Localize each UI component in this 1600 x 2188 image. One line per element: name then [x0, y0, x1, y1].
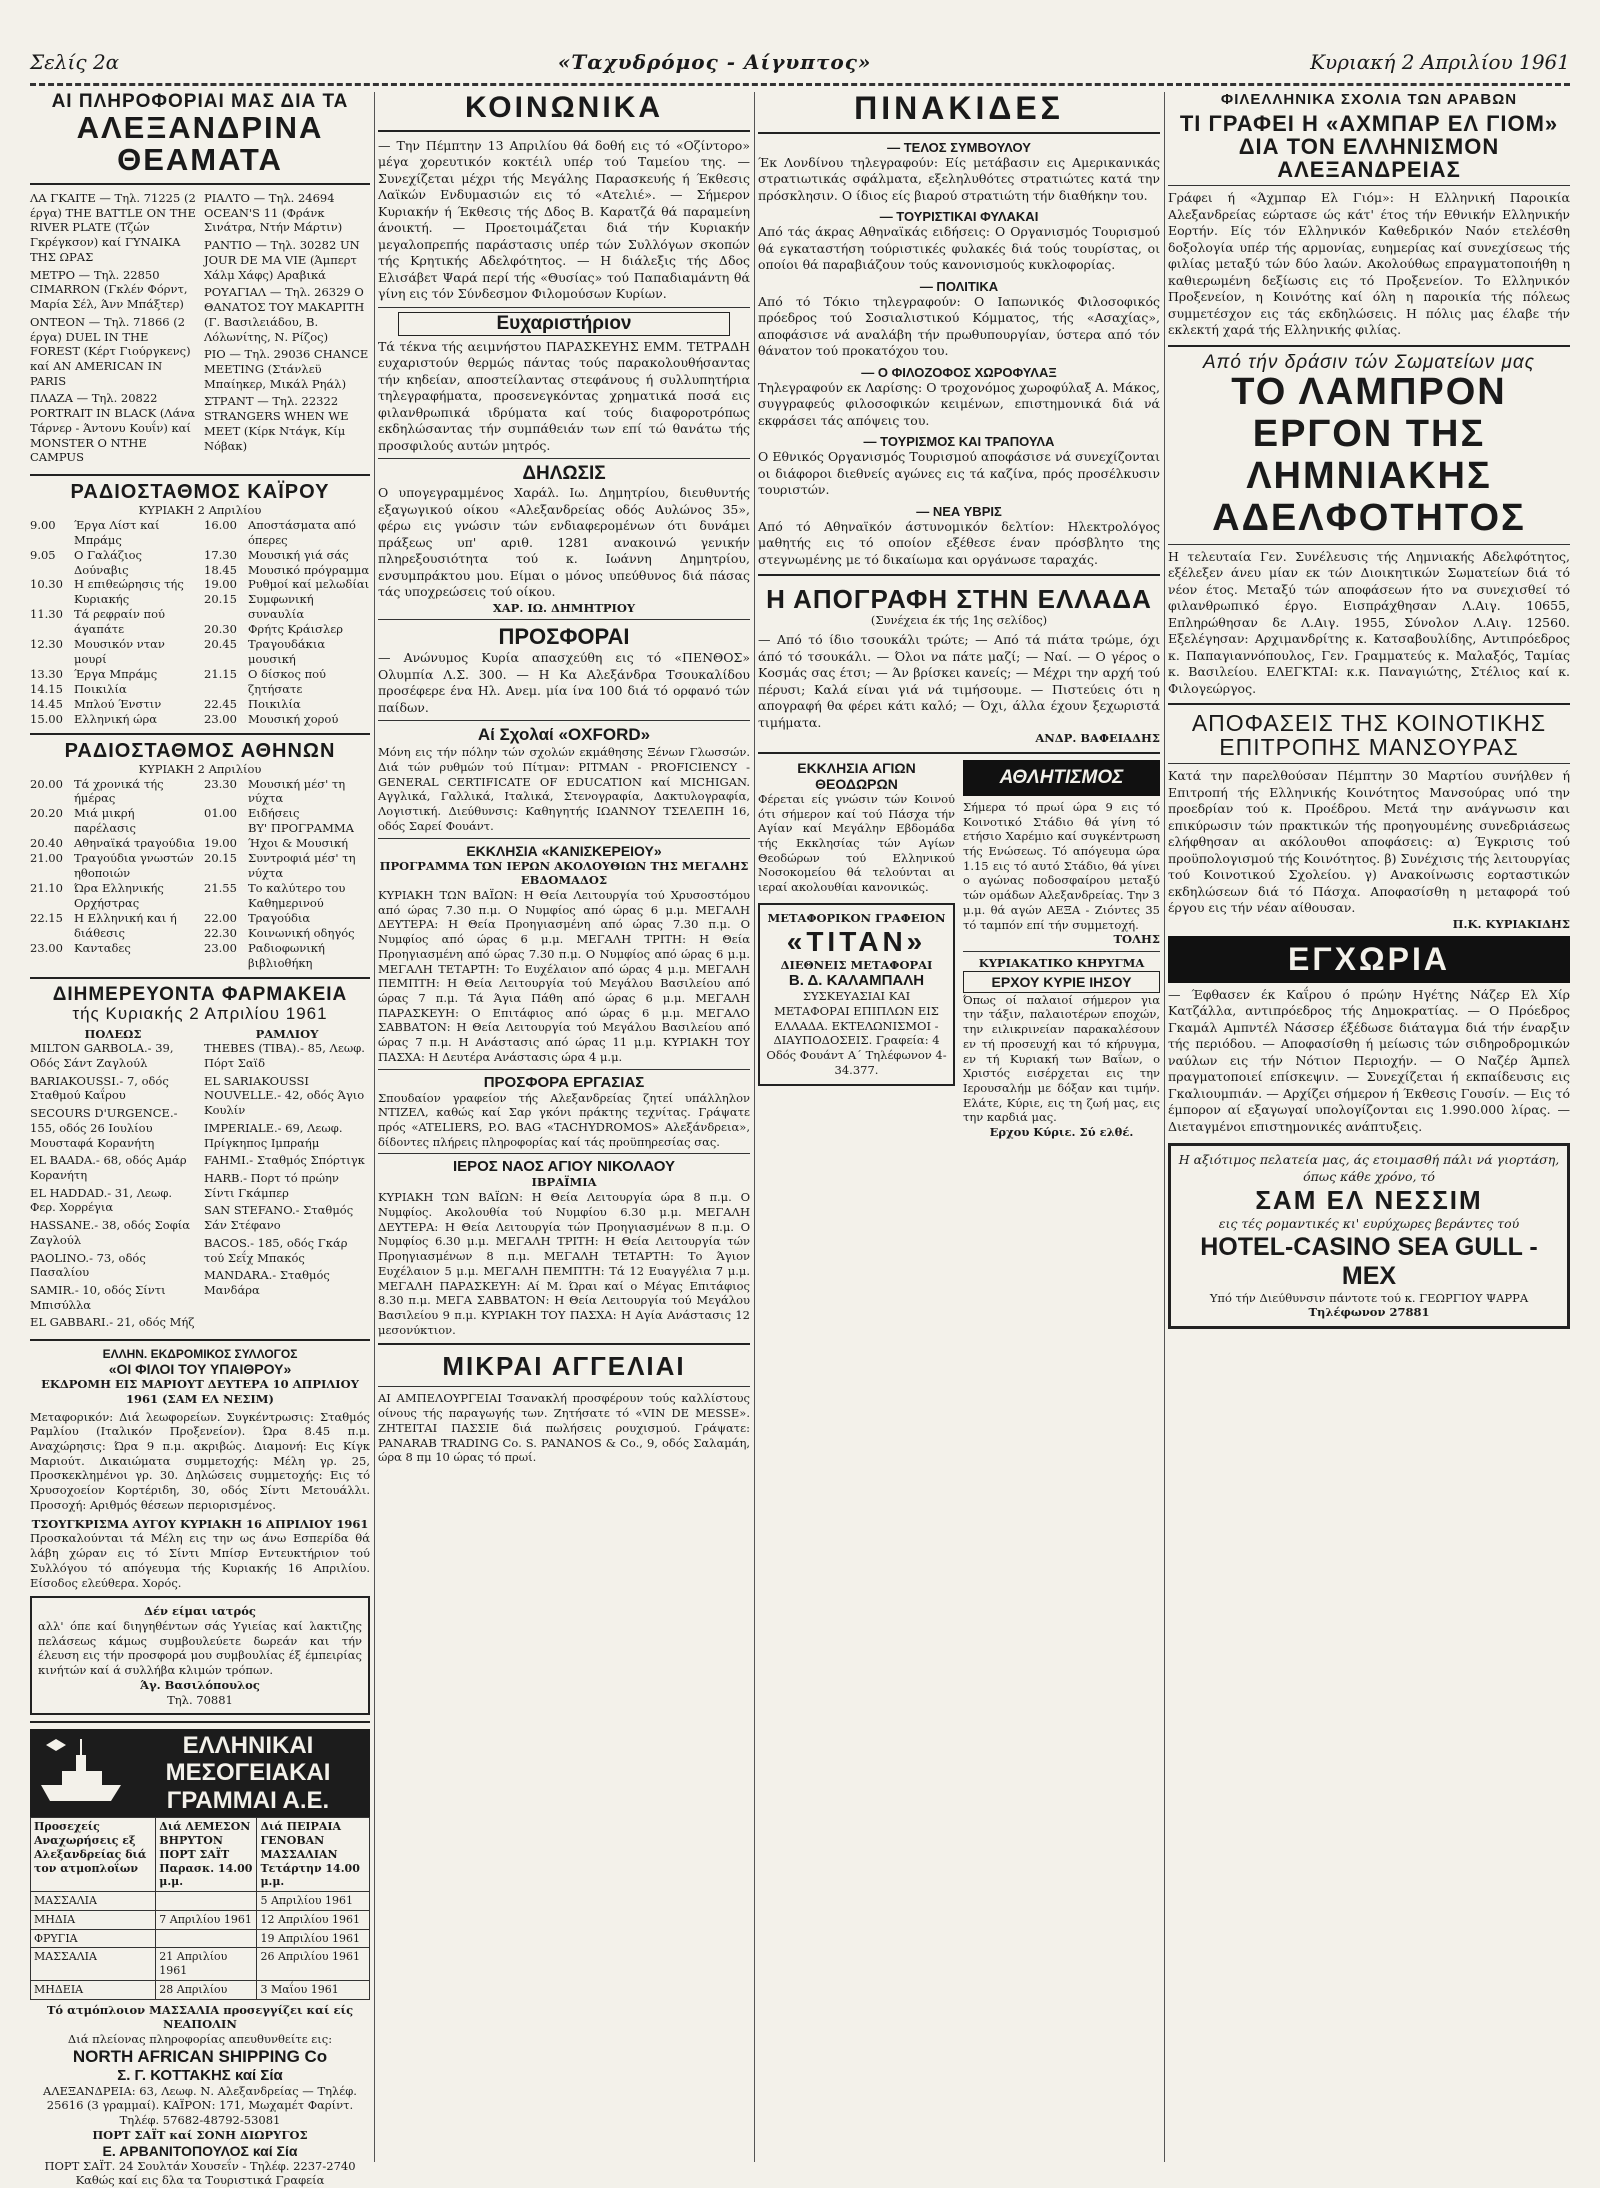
- transport-owner: Β. Δ. ΚΑΛΑΜΠΑΛΗ: [788, 972, 925, 990]
- pharmacy-subtitle: τής Κυριακής 2 Απριλίου 1961: [72, 1003, 328, 1023]
- schedule-time: 22.30: [204, 925, 237, 940]
- cinema-listings: [30, 191, 370, 468]
- cinema-listing: ΣΤΡΑΝΤ — Τηλ. 22322 STRANGERS WHEN WE MEET (Κίρκ Ντάγκ, Κίμ Νόβακ): [204, 394, 349, 453]
- column-2: [378, 92, 750, 2162]
- schedule-time: 9.05: [30, 547, 56, 562]
- notice-sign: ΧΑΡ. ΙΩ. ΔΗΜΗΤΡΙΟΥ: [492, 600, 636, 615]
- pharmacy-entry: SAMIR.- 10, οδός Σίντι Μπισύλλα: [30, 1283, 166, 1312]
- timetable-row: [31, 1910, 370, 1929]
- hotel-intro: Η αξιότιμος πελατεία μας, άς ετοιμασθή πάλι νά γιορτάση, όπως κάθε χρόνο, τό: [1178, 1152, 1560, 1184]
- schedule-row: [30, 941, 196, 956]
- schedule-item: Μουσική γιά σάς: [248, 547, 349, 562]
- agent2-name: Ε. ΑΡΒΑΝΙΤΟΠΟΥΛΟΣ καί Σία: [102, 2142, 298, 2159]
- schedule-row: [30, 518, 196, 548]
- note-item: [758, 365, 1160, 430]
- schedule-time: [204, 821, 248, 836]
- church-programme: ΠΡΟΓΡΑΜΜΑ ΤΩΝ ΙΕΡΩΝ ΑΚΟΛΟΥΘΙΩΝ ΤΗΣ ΜΕΓΑΛΗΣ ΕΒΔΟΜΑΔΟΣ: [379, 858, 749, 888]
- schedule-item: Αποστάσματα από όπερες: [248, 517, 356, 547]
- schedule-row: [30, 667, 196, 682]
- timetable-cell: 3 Μαΐου 1961: [257, 1980, 370, 1999]
- schedule-time: 22.15: [30, 910, 63, 925]
- radio-cairo-title: ΡΑΔΙΟΣΤΑΘΜΟΣ ΚΑΪΡΟΥ: [70, 480, 330, 503]
- masthead: [30, 40, 1570, 86]
- schedule-row: [204, 777, 370, 807]
- society-and-church: [30, 1347, 370, 1715]
- church-title: ΕΚΚΛΗΣΙΑ «ΚΑΝΙΣΚΕΡΕΙΟΥ»: [466, 842, 662, 859]
- notes-title: ΠΙΝΑΚΙΔΕΣ: [854, 90, 1064, 126]
- pharmacy-entry: MILTON GARBOLA.- 39, Οδός Σάντ Ζαγλούλ: [30, 1041, 174, 1070]
- doctor-phone: Τηλ. 70881: [167, 1692, 233, 1707]
- schedule-item: Μουσική χορού: [248, 711, 339, 726]
- schedule-row: [30, 851, 196, 881]
- pharmacy-left-head: ΠΟΛΕΩΣ: [84, 1026, 142, 1041]
- transport-ad: [758, 903, 955, 1086]
- note-item: [758, 209, 1160, 274]
- schedule-item: Η επιθεώρησις τής Κυριακής: [74, 577, 184, 607]
- schedule-item: Ρυθμοί καί μελωδίαι: [248, 577, 370, 592]
- schedule-time: 21.55: [204, 881, 237, 896]
- pharmacy-entry: BACOS.- 185, οδός Γκάρ τού Σεΐχ Μπακός: [204, 1235, 348, 1265]
- timetable-cell: ΜΑΣΣΑΛΙΑ: [31, 1892, 156, 1911]
- hotel-phone: Τηλέφωνον 27881: [1308, 1305, 1430, 1320]
- cinema-listing: ΡΙΑΛΤΟ — Τηλ. 24694 OCEAN'S 11 (Φράνκ Σινάτρα, Ντήν Μάρτιν): [204, 191, 343, 235]
- schedule-time: 16.00: [204, 517, 237, 532]
- unions-kicker: Από τήν δράσιν τών Σωματείων μας: [1202, 351, 1535, 373]
- doctor-intro: Δέν είμαι ιατρός: [144, 1604, 256, 1619]
- schedule-row: [30, 806, 196, 836]
- census-body: — Από τό ίδιο τσουκάλι τρώτε; — Από τά πιάτα τρώμε, όχι άπό τό τσουκάλι. — Όλοι να πάτε μαζί; — Ναί. — Ο γέρος ο Κοσμάς σας έτσι; — Άν βρίσκει κανείς; — Μέχρι την αρχή τού πέρυσι; Καλά είναι γιά νά τιμήσουμε. — Πιστεύεις ότι η απογραφή θα φέρει κάτι καλό; — Όχι, άλλα έχουν ξεχωριστά τιμήματα.: [758, 632, 1160, 730]
- radio-athens-schedule: [30, 777, 370, 971]
- schedule-item: Κανταδες: [74, 940, 131, 955]
- note-item: [758, 279, 1160, 360]
- radio-athens-day: ΚΥΡΙΑΚΗ 2 Απριλίου: [138, 761, 262, 776]
- pharmacy-entry: EL HADDAD.- 31, Λεωφ. Φερ. Χορρέγια: [30, 1185, 173, 1215]
- schedule-row: [30, 911, 196, 941]
- note-body: Από τό Αθηναϊκόν άστυνομικόν δελτίον: Ηλεκτρολόγος μαθητής εις τό οποίον εξέθεσε έναν πρόσβλητο της στεγνωμένης με τό δικαίωμα και οργάνωσε ταραχάς.: [758, 518, 1160, 567]
- schedule-row: [30, 697, 196, 712]
- schools-body: Γράφει ή «Άχμπαρ Ελ Γιόμ»: Η Ελληνική Παροικία Αλεξανδρείας εώρτασε ώς κάτ' έτος τήν Εθνικήν Ελληνικήν Εορτήν. Είς τόν Ελληνικόν Καθεδρικόν Ναόν ετελέσθη δοξολογία υπέρ τής αρμονίας, ευημερίας καί συνεχίσεως τής φιλίας μεταξύ τών δύο λαών. Ακολούθως επραγματοποιήθη η καθιερωμένη δεξίωσις εις τό Προξενείον. Το Ελληνικόν Προξενείον, η Κοινότης καί όλη η παροικία τής πόλεως συμμετέσχον εις τάς εκδηλώσεις. Η πόλις μας έλαβε τήν εκλεκτή χαρά τής Ελληνικής φιλίας.: [1168, 190, 1570, 338]
- census-sign: ΑΝΔΡ. ΒΑΦΕΙΑΔΗΣ: [1035, 731, 1160, 746]
- schedule-time: 01.00: [204, 806, 237, 821]
- church2-body: ΚΥΡΙΑΚΗ ΤΩΝ ΒΑΪΩΝ: Η Θεία Λειτουργία ώρα 8 π.μ. Ο Νυμφίος. Ακολουθία τού Νυμφίου 6.30 μ.μ. ΜΕΓΑΛΗ ΔΕΥΤΕΡΑ: Η Θεία Λειτουργία τών Προηγιασμένων 8 π.μ. Ο Νυμφίος 6.30 μ.μ. ΜΕΓΑΛΗ ΤΡΙΤΗ: Η Θεία Λειτουργία τών Προηγιασμένων 8 π.μ. ΜΕΓΑΛΗ ΤΕΤΑΡΤΗ: Το Άγιον Ευχέλαιον 5 μ.μ. ΜΕΓΑΛΗ ΠΕΜΠΤΗ: Τά 12 Ευαγγέλια 7 μ.μ. ΜΕΓΑΛΗ ΠΑΡΑΣΚΕΥΗ: Αί Μ. Ώραι καί ο Μέγας Επιτάφιος 8.30 π.μ. ΜΕΓΑ ΣΑΒΒΑΤΟΝ: Η Θεία Λειτουργία τού Μεγάλου Βασιλείου 9 π.μ. ΚΥΡΙΑΚΗ ΤΟΥ ΠΑΣΧΑ: Η Αγία Ανάστασις 12 μεσονύκτιον.: [378, 1190, 750, 1337]
- schedule-time: 10.30: [30, 577, 63, 592]
- schedule-row: [204, 881, 370, 911]
- note-item: [758, 504, 1160, 569]
- sports-body: Σήμερα τό πρωί ώρα 9 εις τό Κοινοτικό Στάδιο θά γίνη τό ετήσιο Χαρέμιο καί συγκέντρωση τής Ενώσεως. Τό απόγευμα ώρα 1.15 εις τό αυτό Στάδιο, θά γίνει ο αγώνας ποδοσφαίρου μεταξύ τών ομάδων Αλεξανδρείας. Την 3 μ.μ. θά αγών ΑΕΞΑ - Ζιόντες 35 τό ταμπόν επί τήν συμμετοχή.: [963, 799, 1160, 932]
- schedule-row: [204, 926, 370, 941]
- transport-title: ΜΕΤΑΦΟΡΙΚΟΝ ΓΡΑΦΕΙΟΝ: [767, 910, 946, 925]
- schedule-item: Μιά μικρή παρέλασις: [74, 806, 136, 836]
- column-3: [758, 92, 1160, 2162]
- schedule-time: 23.00: [204, 711, 237, 726]
- schedule-row: [204, 712, 370, 727]
- schedule-item: Έργα Μπράμς: [74, 667, 158, 682]
- note-body: Από τάς άκρας Αθηναϊκάς ειδήσεις: Ο Οργανισμός Τουρισμού θά εγκαταστήση τούριστικές φυλακές διά τούς τουρίστας, οι οποίοι θά παραβιάζουν τούς κανονισμούς κυκλοφορίας.: [758, 224, 1160, 273]
- schedule-row: [204, 911, 370, 926]
- theatres-kicker: ΑΙ ΠΛΗΡΟΦΟΡΙΑΙ ΜΑΣ ΔΙΑ ΤΑ: [51, 91, 349, 112]
- pharmacy-lists: [30, 1027, 370, 1334]
- note-head: — ΠΟΛΙΤΙΚΑ: [919, 278, 999, 294]
- schedule-item: Ραδιοφωνική βιβλιοθήκη: [248, 940, 325, 970]
- society-title: ΕΛΛΗΝ. ΕΚΔΡΟΜΙΚΟΣ ΣΥΛΛΟΓΟΣ: [102, 1347, 298, 1362]
- schedule-row: [204, 806, 370, 821]
- hotel-event: ΣΑΜ ΕΛ ΝΕΣΣΙΜ: [1255, 1185, 1483, 1216]
- schedule-row: [204, 518, 370, 548]
- page-label: Σελίς 2α: [30, 49, 120, 74]
- schedule-row: [204, 667, 370, 697]
- schedule-time: 23.00: [204, 940, 237, 955]
- sermon-head: ΕΡΧΟΥ ΚΥΡΙΕ ΙΗΣΟΥ: [963, 971, 1160, 993]
- pharmacy-entry: IMPERIALE.- 69, Λεωφ. Πρίγκηπος Ιμπραήμ: [204, 1120, 343, 1150]
- note-item: [758, 140, 1160, 205]
- cinema-listing: ΡΑΝΤΙΟ — Τηλ. 30282 UN JOUR DE MA VIE (Άμπερτ Χάλμ Χάφς) Αραβικά: [204, 238, 360, 282]
- society-name: «ΟΙ ΦΙΛΟΙ ΤΟΥ ΥΠΑΙΘΡΟΥ»: [108, 1361, 292, 1378]
- cinema-listing: ΛΑ ΓΚΑΙΤΕ — Τηλ. 71225 (2 έργα) THE BATTLE ON THE RIVER PLATE (Τζών Γκρέγκσον) καί ΓΥΝΑΙΚΑ ΤΗΣ ΩΡΑΣ: [30, 191, 196, 264]
- schedule-item: Ο Γαλάζιος Δούναβις: [74, 547, 142, 577]
- schedule-item: Κοινωνική οδηγός: [248, 925, 355, 940]
- timetable-cell: 26 Απριλίου 1961: [257, 1948, 370, 1981]
- pharmacy-entry: HASSANE.- 38, οδός Σοφία Ζαγλούλ: [30, 1218, 191, 1247]
- timetable-cell: 19 Απριλίου 1961: [257, 1929, 370, 1948]
- timetable-cell: ΜΗΔΕΙΑ: [31, 1980, 156, 1999]
- schedule-time: 21.15: [204, 667, 237, 682]
- schools-title: ΤΙ ΓΡΑΦΕΙ Η «ΑΧΜΠΑΡ ΕΛ ΓΙΟΜ» ΔΙΑ ΤΟΝ ΕΛΛΗΝΙΣΜΟΝ ΑΛΕΞΑΝΔΡΕΙΑΣ: [1179, 110, 1559, 182]
- social-title: ΚΟΙΝΩΝΙΚΑ: [464, 91, 663, 124]
- cinema-listing: ΡΙΟ — Τηλ. 29036 CHANCE MEETING (Στάνλεϋ Μπαίηκερ, Μικάλ Ρηάλ): [204, 347, 369, 391]
- pharmacy-entry: PAOLINO.- 73, οδός Πασαλίου: [30, 1250, 146, 1280]
- sermon-sign: Ερχου Κύριε. Σύ ελθέ.: [989, 1125, 1134, 1140]
- schedule-row: [204, 821, 370, 836]
- timetable-row: [31, 1929, 370, 1948]
- pharmacy-entry: FAHMI.- Σταθμός Σπόρτιγκ: [204, 1153, 365, 1168]
- council-body: Κατά την παρελθούσαν Πέμπτην 30 Μαρτίου συνήλθεν ή Επιτροπή τής Ελληνικής Κοινότητος Μανσούρας υπό την προεδρίαν τού κ. Προέδρου. Μετά την ανάγνωσιν και επικύρωσιν τών πρακτικών τής προηγουμένης συνεδριάσεως ελήφθησαν αι ακόλουθοι αποφάσεις: α) Έγκρισις τού προϋπολογισμού τής Κοινότητος. β) Συνέχισις τής λειτουργίας τού Κοινοτικού Σχολείου. γ) Ανακοίνωσις εορταστικών εκδηλώσεων διά τό Πάσχα. Αποφασίσθη η μεταφορά τού έργου εις τήν νέαν αίθουσαν.: [1168, 768, 1570, 916]
- schedule-row: [30, 836, 196, 851]
- schedule-row: [30, 637, 196, 667]
- schedule-time: 23.30: [204, 776, 237, 791]
- doctor-ad: [30, 1596, 370, 1715]
- schedule-item: Αθηναϊκά τραγούδια: [74, 836, 195, 851]
- note-head: — ΤΟΥΡΙΣΤΙΚΑΙ ΦΥΛΑΚΑΙ: [879, 209, 1039, 225]
- radio-athens-title: ΡΑΔΙΟΣΤΑΘΜΟΣ ΑΘΗΝΩΝ: [64, 739, 336, 762]
- pharmacy-entry: BARIAKOUSSI.- 7, οδός Σταθμού Καΐρου: [30, 1073, 169, 1103]
- cinema-listing: ΠΛΑΖΑ — Τηλ. 20822 PORTRAIT IN BLACK (Λάνα Τάρνερ - Άντονυ Κουΐν) καί MONSTER O NTHE CAMPUS: [30, 391, 196, 465]
- schedule-row: [30, 682, 196, 697]
- schedule-item: Μπλού Ένστιν: [74, 696, 162, 711]
- schedule-row: [30, 777, 196, 807]
- census-sub: (Συνέχεια έκ τής 1ης σελίδος): [870, 613, 1048, 628]
- pharmacy-entry: EL SARIAKOUSSI NOUVELLE.- 42, οδός Άγιο Κουλίν: [204, 1073, 365, 1118]
- notice-title: ΔΗΛΩΣΙΣ: [522, 463, 606, 484]
- schedule-item: Η Ελληνική και ή διάθεσις: [74, 910, 177, 940]
- timetable-header-row: [31, 1818, 370, 1892]
- timetable-row: [31, 1980, 370, 1999]
- theatres-title: ΑΛΕΞΑΝΔΡΙΝΑ ΘΕΑΜΑΤΑ: [76, 109, 324, 178]
- timetable-cell: ΦΡΥΓΙΑ: [31, 1929, 156, 1948]
- pharmacy-right-head: ΡΑΜΛΙΟΥ: [255, 1026, 319, 1041]
- schedule-time: 19.00: [204, 577, 237, 592]
- thanks-title: Ευχαριστήριον: [398, 312, 730, 336]
- hotel-ad: [1168, 1143, 1570, 1329]
- schools-kicker: ΦΙΛΕΛΛΗΝΙΚΑ ΣΧΟΛΙΑ ΤΩΝ ΑΡΑΒΩΝ: [1220, 91, 1518, 108]
- pharmacy-entry: EL BAADA.- 68, οδός Αμάρ Κορανήτη: [30, 1153, 187, 1182]
- timetable-cell: [156, 1929, 257, 1948]
- note-body: Ο Εθνικός Οργανισμός Τουρισμού αποφάσισε νά συνεχίζονται οι διάφοροι διεθνείς αγώνες εις τά καζίνα, πρός προσέλκυσιν τουριστών.: [758, 449, 1160, 498]
- schedule-item: Ποικιλία: [74, 682, 127, 696]
- hotel-manager: Υπό τήν Διεύθυνσιν πάντοτε τού κ. ΓΕΩΡΓΙΟΥ ΨΑΡΡΑ: [1209, 1290, 1529, 1305]
- column-divider: [1164, 92, 1165, 2162]
- column-4: [1168, 92, 1570, 2162]
- agent-port: ΠΟΡΤ ΣΑΪΤ καί ΣΟΝΗ ΔΙΩΡΥΓΟΣ: [92, 2127, 308, 2142]
- school-title: Αί Σχολαί «OXFORD»: [477, 725, 651, 745]
- schedule-time: 20.15: [204, 592, 237, 607]
- schedule-time: 20.20: [30, 806, 63, 821]
- schedule-row: [204, 836, 370, 851]
- schedule-time: 21.10: [30, 881, 63, 896]
- schedule-row: [30, 607, 196, 637]
- school-body: Μόνη εις τήν πόλην τών σχολών εκμάθησης Ξένων Γλωσσών. Διά τών ρυθμών τού Πίτμαν: PITMAN - PROFICIENCY - GENERAL CERTIFICATE OF EDUCATION καί MICHIGAN. Αγγλικά, Γαλλικά, Ιταλικά, Στενογραφία, Δακτυλογραφία, Λογιστική. Διεύθυνσις: Καθηγητής ΙΩΑΝΝΟΥ ΤΣΕΛΕΠΗ 16, οδός Σαρεί Φουάντ.: [378, 745, 750, 833]
- pharmacy-entry: SAN STEFANO.- Σταθμός Σάν Στέφανο: [204, 1203, 354, 1233]
- hotel-name: HOTEL-CASINO SEA GULL - MEX: [1200, 1232, 1538, 1290]
- note-body: Έκ Λονδίνου τηλεγραφούν: Είς μετάβασιν εις Αμερικανικάς στρατιωτικάς σφάλματα, εξεληλυθότες στρατιώτες κατά την πρόσκλησιν. Ο ίδιος είς βιαρού στρατιώτη τήν διαθήκην του.: [758, 154, 1160, 203]
- note-item: [758, 434, 1160, 499]
- schedule-row: [204, 577, 370, 592]
- society-body: Μεταφορικόν: Διά λεωφορείων. Συγκέντρωσις: Σταθμός Ραμλίου (Ιταλικόν Προξενείον). Ώρα 8.45 π.μ. Αναχώρησις: Ώρα 9 π.μ. ακριβώς. Διαμονή: Εις Κίγκ Μαριούτ. Δικαιώματα συμμετοχής: Μέλη γρ. 25, Προσκεκλημένοι γρ. 30. Δηλώσεις συμμετοχής: Εις τό Χρυσοχοείον Κορτέριδη, 30, οδός Σίντι Μετουάλλι. Προσοχή: Αριθμός θέσεων περιορισμένος.: [30, 1409, 370, 1512]
- schedule-time: 23.00: [30, 940, 63, 955]
- sports-sign: ΤΟΛΗΣ: [1113, 932, 1160, 947]
- agent2-note: Καθώς καί εις δλα τα Τουριστικά Γραφεία: [75, 2173, 325, 2188]
- pharmacy-entry: HARB.- Πορτ τό πρώην Σίντι Γκάμπερ: [204, 1170, 339, 1200]
- schedule-row: [204, 563, 370, 578]
- pharmacy-entry: MANDARA.- Σταθμός Μανδάρα: [204, 1268, 330, 1297]
- schedule-row: [204, 851, 370, 881]
- note-body: Από τό Τόκιο τηλεγραφούν: Ο Ιαπωνικός Φιλοσοφικός πρόεδρος τού Σοσιαλιστικού Κόμματος, τής «Ασαχίας», αποφάσισε νά αναλάβη τήν πρωθυπουργίαν, ύστερα από τόν θάνατον τού προκατόχου του.: [758, 293, 1160, 359]
- schedule-item: ΒΥ' ΠΡΟΓΡΑΜΜΑ: [248, 821, 354, 836]
- offers-body: — Ανώνυμος Κυρία απασχεύθη εις τό «ΠΕΝΘΟΣ» Ολυμπία Λ.Σ. 300. — Η Κα Αλεξάνδρα Τσουκαλίδου προσέφερε ένα Ηλ. Ανεμ. μία ίνα 100 διά τό ορφανό τών παίδων.: [378, 650, 750, 715]
- note-head: — ΤΕΛΟΣ ΣΥΜΒΟΥΛΟΥ: [887, 139, 1031, 155]
- classified-body: ΑΙ ΑΜΠΕΛΟΥΡΓΕΙΑΙ Τσανακλή προσφέρουν τούς καλλίστους οίνους τής παραγωγής των. Ζητήσατε τό «VIN DE MESSE». ΖΗΤΕΙΤΑΙ ΠΑΣΣΙΕ διά πωλήσεις ρουχισμού. Γράψατε: PANARAB TRADING Co. S. PANANOS & Co., 9, οδός Σαλαμάη, ώρα 8 πμ 10 ώρας τό πρωί.: [378, 1391, 750, 1465]
- schedule-time: 20.40: [30, 836, 63, 851]
- council-title: ΑΠΟΦΑΣΕΙΣ ΤΗΣ ΚΟΙΝΟΤΙΚΗΣ ΕΠΙΤΡΟΠΗΣ ΜΑΝΣΟΥΡΑΣ: [1191, 710, 1547, 761]
- offers-title: ΠΡΟΣΦΟΡΑΙ: [498, 624, 630, 650]
- schedule-time: 22.45: [204, 696, 237, 711]
- schedule-row: [204, 622, 370, 637]
- schedule-row: [30, 712, 196, 727]
- cinema-listing: ΟΝΤΕΟΝ — Τηλ. 71866 (2 έργα) DUEL IN THE FOREST (Κέρτ Γιούργκενς) καί AN AMERICAN IN PARIS: [30, 314, 191, 388]
- timetable-header-cell: Προσεχείς Αναχωρήσεις εξ Αλεξανδρείας διά τον ατμοπλοΐων: [31, 1818, 156, 1892]
- agent-name: NORTH AFRICAN SHIPPING Co: [72, 2046, 328, 2066]
- unions-body: Η τελευταία Γεν. Συνέλευσις τής Λημνιακής Αδελφότητος, εξέλεξεν άνευ μίαν εκ τών Διοικητικών Σωματείων διά τό νέον έτος. Μεταξύ τών αποφάσεων ήτο να συνεχισθεί τό φιλανθρωπικό έργο. Εισπράχθησαν Λ.Αιγ. 10655, Επληρώθησαν δε Λ.Αιγ. 1955, Σύνολον Λ.Αιγ. 12560. Εξελέγησαν: Αρχιμανδρίτης κ. Κατσαβουλίδης, Αντιπρόεδρος κ. Παπαγιαννόπουλος, Γεν. Γραμματεύς κ. Μαλαξός, Ταμίας κ. Βασιλείου. ΕΛΕΓΚΤΑΙ: κ.κ. Παναγιώτης, Στέλιος καί κ. Φιλογεώργος.: [1168, 548, 1570, 696]
- pharmacy-entry: EL GABBARI.- 21, οδός Μήζ: [30, 1315, 195, 1330]
- agent-address: ΑΛΕΞΑΝΔΡΕΙΑ: 63, Λεωφ. Ν. Αλεξανδρείας — Τηλέφ. 25616 (3 γραμμαί). ΚΑΪΡΟΝ: 171, Μωχαμέτ Φαρίντ. Τηλέφ. 57682-48792-53081: [43, 2083, 357, 2128]
- agent2-address: ΠΟΡΤ ΣΑΪΤ. 24 Σουλτάν Χουσεΐν - Τηλέφ. 2237-2740: [44, 2158, 356, 2173]
- schedule-item: Ποικιλία: [248, 696, 301, 711]
- work-title: ΠΡΟΣΦΟΡΑ ΕΡΓΑΣΙΑΣ: [483, 1073, 645, 1091]
- pharmacy-title: ΔΙΗΜΕΡΕΥΟΝΤΑ ΦΑΡΜΑΚΕΙΑ: [52, 983, 348, 1005]
- agent-greek: Σ. Γ. ΚΟΤΤΑΚΗΣ καί Σία: [117, 2066, 283, 2084]
- church-body: ΚΥΡΙΑΚΗ ΤΩΝ ΒΑΪΩΝ: Η Θεία Λειτουργία τού Χρυσοστόμου από ώρας 7.30 π.μ. Ο Νυμφίος από ώρας 6 μ.μ. ΜΕΓΑΛΗ ΔΕΥΤΕΡΑ: Η Θεία Προηγιασμένη από ώρας 7.30 π.μ. Ο Νυμφίος από ώρας 6 μ.μ. ΜΕΓΑΛΗ ΤΡΙΤΗ: Η Θεία Προηγιασμένη από ώρας 7.30 π.μ. Ο Νυμφίος από ώρας 6 μ.μ. ΜΕΓΑΛΗ ΤΕΤΑΡΤΗ: Το Ευχέλαιον από ώρας 4 μ.μ. ΜΕΓΑΛΗ ΠΕΜΠΤΗ: Η Θεία Λειτουργία τού Μεγάλου Βασιλείου από ώρας 7 π.μ. Τά Άγια Πάθη από ώρας 6 μ.μ. ΜΕΓΑΛΗ ΠΑΡΑΣΚΕΥΗ: Ο Επιτάφιος από ώρας 6 μ.μ. ΜΕΓΑΛΟ ΣΑΒΒΑΤΟΝ: Η Θεία Λειτουργία τού Μεγάλου Βασιλείου από ώρας 7 π.μ. Η Ανάστασις από ώρας 11 μ.μ. ΚΥΡΙΑΚΗ ΤΟΥ ΠΑΣΧΑ: Η Δευτέρα Ανάστασις ώρα 4 μ.μ.: [378, 887, 750, 1064]
- schedule-item: Τραγούδια γνωστών ηθοποιών: [74, 851, 194, 881]
- schedule-item: Τά χρονικά τής ήμέρας: [74, 776, 164, 806]
- note-head: — ΤΟΥΡΙΣΜΟΣ ΚΑΙ ΤΡΑΠΟΥΛΑ: [863, 434, 1055, 450]
- transport-name: «ΤΙΤΑΝ»: [786, 925, 927, 957]
- schedule-row: [30, 577, 196, 607]
- schedule-time: 11.30: [30, 607, 63, 622]
- schedule-time: 18.45: [204, 562, 237, 577]
- sermon-body: Όπως οί παλαιοί σήμερον για την τάξιν, παλαιοτέρων εποχών, την ειλικρινείαν παρακαλέσουν εν τή προσευχή και τό κήρυγμα, εν τή Κυριακή των Βαΐων, ο Χριστός εισέρχεται εις την Ιερουσαλήμ με δόξαν και τιμήν. Ελάτε, Κύριε, εις τη ζωή μας, εις την καρδιά μας.: [963, 992, 1160, 1125]
- shipping-banner: [30, 1729, 370, 1817]
- unions-title: ΤΟ ΛΑΜΠΡΟΝ ΕΡΓΟΝ ΤΗΣ ΛΗΜΝΙΑΚΗΣ ΑΔΕΛΦΟΤΗΤΟΣ: [1212, 371, 1526, 539]
- schedule-item: Ο δίσκος πού ζητήσατε: [248, 667, 327, 696]
- schedule-item: Ήχοι & Μουσική: [248, 836, 349, 851]
- note-head: — Ο ΦΙΛΟΖΟΦΟΣ ΧΩΡΟΦΥΛΑΞ: [861, 364, 1057, 380]
- timetable-cell: ΜΑΣΣΑΛΙΑ: [31, 1948, 156, 1981]
- schedule-time: 12.30: [30, 637, 63, 652]
- timetable-cell: 7 Απριλίου 1961: [156, 1910, 257, 1929]
- schedule-item: Μουσικό πρόγραμμα: [248, 562, 370, 577]
- schedule-item: Συντροφιά μέσ' τη νύχτα: [248, 851, 356, 881]
- schedule-item: Τραγουδάκια μουσική: [248, 637, 326, 667]
- schedule-row: [204, 941, 370, 971]
- pharmacy-entry: THEBES (TIBA).- 85, Λεωφ. Πόρτ Σαϊδ: [204, 1041, 365, 1070]
- note-head: — ΝΕΑ ΥΒΡΙΣ: [916, 503, 1002, 519]
- council-sign: Π.Κ. ΚΥΡΙΑΚΙΔΗΣ: [1452, 916, 1570, 931]
- schedule-time: 20.45: [204, 637, 237, 652]
- schedule-item: Ειδήσεις: [248, 806, 300, 821]
- ship-info: Διά πλείονας πληροφορίας απευθυνθείτε εις:: [67, 2031, 333, 2046]
- social-body: — Την Πέμπτην 13 Απριλίου θά δοθή εις τό «Οζίντορο» μέγα χορευτικόν κοκτέιλ υπέρ τού Ταμείου της. — Συνεχίζεται μέχρι τής Μεγάλης Παρασκευής ή Έκθεσις Λαϊκών Ενδυμασιών εις τό «Ατελιέ». — Σήμερον Κυριακήν ή Έκθεσις τής Δδος Β. Καρατζά θά παραμείνη άνοικτή. — Προετοιμάζεται διά τήν Κυριακήν μεγαλοπρεπής παράστασις υπέρ τών Συλλόγων σκοπών τής Κρητικής Αδελφότητος. — Η διάλεξις τής Δδος Ελισάβετ Ψαρά περί τής «Θυσίας» τού Παπαδιαμάντη θά γίνη εις τόν Σύνδεσμον Φιλομούσων Κυρίων.: [378, 137, 750, 301]
- schedule-time: 19.00: [204, 836, 237, 851]
- timetable-cell: ΜΗΔΙΑ: [31, 1910, 156, 1929]
- schedule-row: [204, 637, 370, 667]
- timetable-row: [31, 1948, 370, 1981]
- schedule-row: [204, 592, 370, 622]
- timetable-header-cell: Διά ΛΕΜΕΣΟΝ ΒΗΡΥΤΟΝ ΠΟΡΤ ΣΑΪΤ Παρασκ. 14.00 μ.μ.: [156, 1818, 257, 1892]
- schedule-time: 14.15: [30, 682, 63, 696]
- transport-sub: ΔΙΕΘΝΕΙΣ ΜΕΤΑΦΟΡΑΙ: [780, 957, 933, 972]
- schedule-time: 22.00: [204, 910, 237, 925]
- timetable-row: [31, 1892, 370, 1911]
- radio-cairo-schedule: [30, 518, 370, 727]
- schedule-time: 20.30: [204, 622, 237, 637]
- schedule-item: Μουσικόν νταν μουρί: [74, 637, 165, 667]
- church3-body: Φέρεται είς γνώσιν τών Κοινού ότι σήμερον καί τού Πάσχα τήν Αγίαν καί Μεγάλην Εβδομάδα τής Εκκλησίας τών Αγίων Θεοδώρων τού Ελληνικού Νοσοκομείου θά τελούνται αι ιεραί ακολουθίαι κανονικώς.: [758, 791, 955, 895]
- schedule-item: Συμφωνική συναυλία: [248, 592, 314, 622]
- schedule-row: [30, 881, 196, 911]
- sports-logo: ΑΘΛΗΤΙΣΜΟΣ: [963, 760, 1160, 796]
- schedule-row: [30, 548, 196, 578]
- timetable-cell: 5 Απριλίου 1961: [257, 1892, 370, 1911]
- cinema-listing: ΡΟΥΑΓΙΑΛ — Τηλ. 26329 O ΘΑΝΑΤΟΣ ΤΟΥ ΜΑΚΑΡΙΤΗ (Γ. Βασιλειάδου, Β. Λόλωνίτης, Ν. Ρίζος): [204, 285, 365, 344]
- shipping-timetable: [30, 1817, 370, 1999]
- schedule-item: Τραγούδια: [248, 910, 311, 925]
- column-1: [30, 91, 370, 2188]
- schedule-row: [204, 548, 370, 563]
- cinema-listing: ΜΕΤΡΟ — Τηλ. 22850 CIMARRON (Γκλέν Φόρντ, Μαρία Σέλ, Άνν Μπάξτερ): [30, 267, 188, 312]
- schedule-item: Το καλύτερο του Καθημερινού: [248, 881, 346, 911]
- timetable-cell: [156, 1892, 257, 1911]
- column-divider: [754, 92, 755, 2162]
- thanks-body: Τά τέκνα τής αειμνήστου ΠΑΡΑΣΚΕΥΗΣ ΕΜΜ. ΤΕΤΡΑΔΗ ευχαριστούν θερμώς πάντας τούς παρακολουθήσαντας τήν κηδείαν, αποστείλαντας στεφάνους ή συλλυπητήρια τηλεγραφήματα, προσενεγκόντας χρηματικά ποσά εις φιλανθρωπικά ιδρύματα καί τούς διαφοροτρόπως εκδηλώσαντας τήν συμπάθειάν των επί τώ θανάτω τής προσφιλούς αυτών μητρός.: [378, 338, 750, 453]
- church2-title: ΙΕΡΟΣ ΝΑΟΣ ΑΓΙΟΥ ΝΙΚΟΛΑΟΥ: [452, 1158, 676, 1176]
- timetable-cell: 21 Απριλίου 1961: [156, 1948, 257, 1981]
- society-trip: ΕΚΔΡΟΜΗ ΕΙΣ ΜΑΡΙΟΥΤ ΔΕΥΤΕΡΑ 10 ΑΠΡΙΛΙΟΥ 1961 (ΣΑΜ ΕΛ ΝΕΣΙΜ): [41, 1377, 359, 1406]
- village-body: — Έφθασεν έκ Καΐρου ό πρώην Ηγέτης Νάζερ Ελ Χίρ Κατζάλλα, αντιπρόεδρος τής Δημοκρατίας. — Ο Πρόεδρος Γκαμάλ Αμπντέλ Νάσσερ έξέδωσε διάταγμα διά τήν έναρξιν τής περιόδου. — Αποφασίσθη ή μείωσις τών σιδηροδρομικών ναύλων εις τήν Νότιον Περιοχήν. — Ο Ναζέρ Άμπελ πραγματοποιεί επίσκεψιν. — Συνεχίζεται ή εκπαίδευσις εις Γκαλιουμπιάν. — Αρχίζει σήμερον ή Έκθεσις Γουσίν. — Εις τό έμπορον αί εξαγωγαί υπολογίζονται εις 1.990.000 λίρας. — Διεταγμένοι επιστημονικές ανάπτυξεις.: [1168, 986, 1570, 1134]
- pharmacy-entry: SECOURS D'URGENCE.- 155, οδός 26 Ιουλίου Μουσταφά Κορανήτη: [30, 1106, 178, 1150]
- radio-cairo-day: ΚΥΡΙΑΚΗ 2 Απριλίου: [138, 502, 262, 517]
- transport-body: ΣΥΣΚΕΥΑΣΙΑΙ ΚΑΙ ΜΕΤΑΦΟΡΑΙ ΕΠΙΠΛΩΝ ΕΙΣ ΕΛΛΑΔΑ. ΕΚΤΕΛΩΝΙΣΜΟΙ - ΔΙΑΥΠΟΔΟΣΕΙΣ. Γραφεία: 4 Οδός Φουάντ Α΄ Τηλέφωνον 4-34.377.: [766, 989, 947, 1077]
- schedule-time: 15.00: [30, 711, 63, 726]
- work-body: Σπουδαίον γραφείον τής Αλεξανδρείας ζητεί υπάλληλον ΝΤΙΖΕΛ, καθώς καί Σαρ γκόνι πράκτης τεχνίτας. Γράψατε πρός «ATELIERS, P.O. BAG «TACHYDROMOS» Αλεξάνδρεια», δίδοντες πλήρεις πληροφορίας καί τάς προϋπηρεσίας σας.: [378, 1090, 750, 1149]
- ship-icon: [36, 1735, 126, 1811]
- schedule-item: Φρήτς Κράισλερ: [248, 622, 344, 637]
- issue-date: Κυριακή 2 Απριλίου 1961: [1310, 49, 1570, 74]
- schedule-item: Ελληνική ώρα: [74, 711, 157, 726]
- census-title: Η ΑΠΟΓΡΑΦΗ ΣΤΗΝ ΕΛΛΑΔΑ: [766, 584, 1152, 615]
- notice-body: Ο υπογεγραμμένος Χαράλ. Ιω. Δημητρίου, διευθυντής εξαγωγικού οίκου «Αλεξανδρείας οδός Αυλώνος 35», φέρω εις γνώσιν τών ενδιαφερομένων ότι δυνάμει πράξεως υπ' αριθ. 1281 ανακοινώ γενικήν πληρεξουσιότητα τού κ. Ιωάννη Δημητρίου, ενσυμπράκτου μου. Είμαι ο μόνος υπεύθυνος διά πάσας τάς υποχρεώσεις τού οίκου.: [378, 485, 750, 599]
- schedule-item: Ώρα Ελληνικής Ορχήστρας: [74, 881, 164, 911]
- schedule-time: 14.45: [30, 696, 63, 711]
- timetable-cell: 28 Απριλίου: [156, 1980, 257, 1999]
- doctor-name: Άγ. Βασιλόπουλος: [140, 1677, 260, 1692]
- column-divider: [374, 92, 375, 2162]
- shipping-company: ΕΛΛΗΝΙΚΑΙ ΜΕΣΟΓΕΙΑΚΑΙ ΓΡΑΜΜΑΙ Α.Ε.: [165, 1731, 331, 1815]
- timetable-cell: 12 Απριλίου 1961: [257, 1910, 370, 1929]
- church2-sub: ΙΒΡΑΪΜΙΑ: [531, 1175, 597, 1190]
- schedule-time: 20.00: [30, 776, 63, 791]
- sermon-title: ΚΥΡΙΑΚΑΤΙΚΟ ΚΗΡΥΓΜΑ: [978, 956, 1145, 971]
- schedule-row: [204, 697, 370, 712]
- schedule-item: Έργα Λίστ καί Μπράμς: [74, 517, 160, 547]
- hotel-sub: εις τές ρομαντικές κι' ευρύχωρες βεράντες τού: [1218, 1216, 1520, 1232]
- church3-title: ΕΚΚΛΗΣΙΑ ΑΓΙΩΝ ΘΕΟΔΩΡΩΝ: [797, 759, 916, 792]
- schedule-item: Τά ρεφραίν πού άγαπάτε: [74, 607, 166, 637]
- doctor-body: αλλ' όπε καί διηγηθέντων σάς Υγιείας καί λακτιζης πελάσεως κάμως συμβουλεύετε δωρεάν και τήν έλευση εις τήν προσφορά μου συμβουλίας έξ έμπειρίας κινήτών καί ά συλλήβα κλιμών τρόπων.: [38, 1618, 362, 1678]
- church3-and-sports: [758, 760, 1160, 1140]
- schedule-time: 13.30: [30, 667, 63, 682]
- dance-body: Προσκαλούνται τά Μέλη εις την ως άνω Εσπερίδα θά λάβη χώραν εις τό Σίντι Μπίσρ Εντευκτήριον τού Συλλόγου τό απόγευμα τής Κυριακής 16 Απριλίου. Είσοδος ελεύθερα. Χορός.: [30, 1531, 370, 1590]
- classified-title: ΜΙΚΡΑΙ ΑΓΓΕΛΙΑΙ: [442, 1351, 686, 1382]
- notes-list: [758, 140, 1160, 569]
- schedule-time: 20.15: [204, 851, 237, 866]
- village-logo: ΕΓΧΩΡΙΑ: [1168, 936, 1570, 983]
- schedule-time: 9.00: [30, 517, 56, 532]
- schedule-item: Μουσική μέσ' τη νύχτα: [248, 776, 346, 806]
- timetable-header-cell: Διά ΠΕΙΡΑΙΑ ΓΕΝΟΒΑΝ ΜΑΣΣΑΛΙΑΝ Τετάρτην 14.00 μ.μ.: [257, 1818, 370, 1892]
- dance-title: ΤΣΟΥΓΚΡΙΣΜΑ ΑΥΓΟΥ ΚΥΡΙΑΚΗ 16 ΑΠΡΙΛΙΟΥ 1961: [31, 1516, 369, 1531]
- schedule-time: 17.30: [204, 547, 237, 562]
- paper-name: «Ταχυδρόμος - Αίγυπτος»: [557, 49, 872, 74]
- ship-note: Τό ατμόπλοιον ΜΑΣΣΑΛΙΑ προσεγγίζει καί είς ΝΕΑΠΟΛΙΝ: [46, 2002, 354, 2032]
- schedule-time: 21.00: [30, 851, 63, 866]
- note-body: Τηλεγραφούν εκ Λαρίσης: Ο τροχονόμος χωροφύλαξ Α. Μάκος, συγγραφεύς φιλοσοφικών κειμένων, επιστημονικά διά νά εκφράσει τάς απόψεις του.: [758, 379, 1160, 428]
